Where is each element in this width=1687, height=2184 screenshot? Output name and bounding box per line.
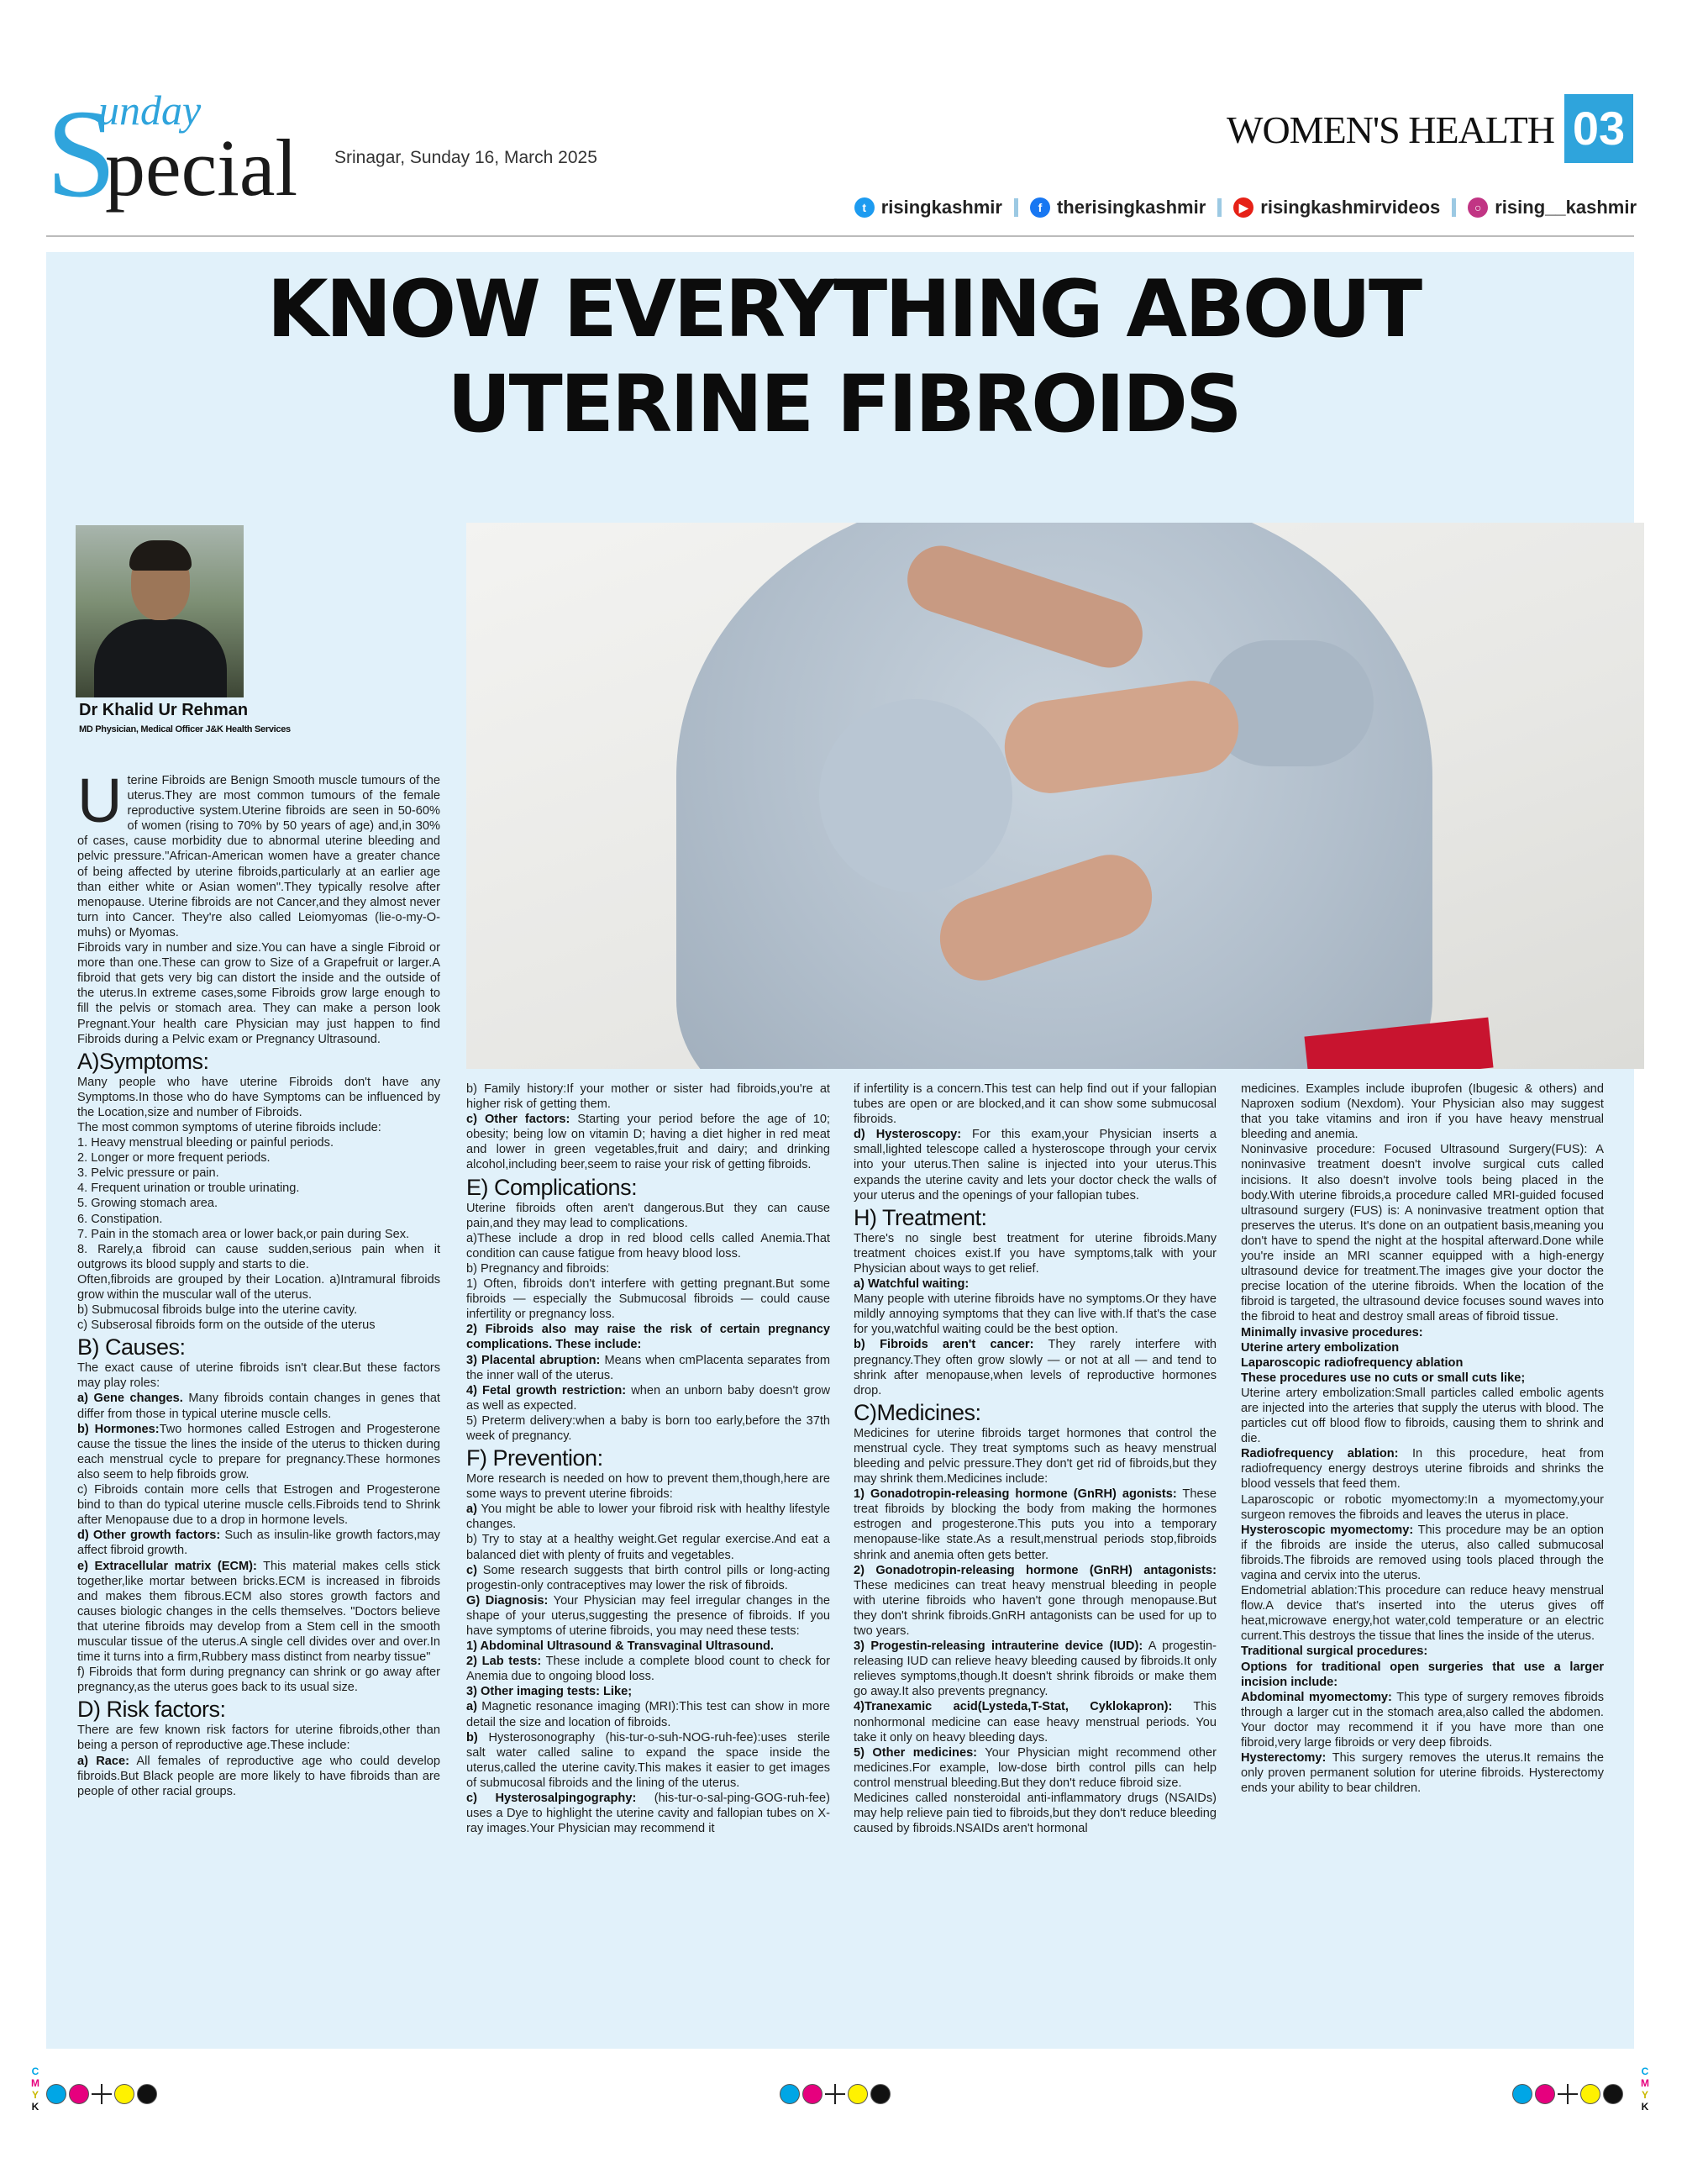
paragraph: b) Hormones:Two hormones called Estrogen and Progesterone cause the tissue the lines the inside of the uterus to thicken during each menstrual cycle to prepare for pregnancy.These hormones also seem to help fibroids grow. bbox=[77, 1422, 440, 1481]
list-item: 3. Pelvic pressure or pain. bbox=[77, 1166, 219, 1181]
list-item: 5. Growing stomach area. bbox=[77, 1197, 218, 1211]
black-swatch bbox=[1603, 2084, 1623, 2104]
paragraph: 3) Progestin-releasing intrauterine device (IUD): A progestin-releasing IUD can relieve heavy bleeding caused by fibroids.It only relieves symptoms,though.It doesn't shrink fibroids or make them go away.It also prevents pregnancy. bbox=[854, 1639, 1217, 1699]
black-swatch bbox=[137, 2084, 157, 2104]
causes-heading: B) Causes: bbox=[77, 1334, 186, 1360]
symptoms-heading: A)Symptoms: bbox=[77, 1048, 209, 1074]
list-item: 2. Longer or more frequent periods. bbox=[77, 1151, 271, 1166]
registration-marks-left bbox=[46, 2084, 157, 2104]
logo-word-sunday: unday bbox=[98, 87, 202, 134]
paragraph: medicines. Examples include ibuprofen (Ibugesic & others) and Naproxen sodium (Nexdom). Your Physician also may suggest that you take vitamins and iron if you have heavy menstrual bleeding and anemia. bbox=[1241, 1082, 1604, 1142]
paragraph: c) Subserosal fibroids form on the outside of the uterus bbox=[77, 1318, 376, 1333]
paragraph: 2) Gonadotropin-releasing hormone (GnRH) antagonists: These medicines can treat heavy menstrual bleeding in people with uterine fibroids who haven't gone through menopause.But they don't shrink fibroids.GnRH antagonists can be used for up to two years. bbox=[854, 1563, 1217, 1638]
paragraph: a)These include a drop in red blood cells called Anemia.That condition can cause fatigue from heavy blood loss. bbox=[466, 1231, 830, 1260]
list-item: 4. Frequent urination or trouble urinating. bbox=[77, 1181, 300, 1196]
cmyk-label-left: C M Y K bbox=[31, 2066, 39, 2113]
divider bbox=[1217, 198, 1222, 217]
paragraph: Medicines for uterine fibroids target hormones that control the menstrual cycle. They treat symptoms such as heavy menstrual bleeding and pelvic pressure.They don't get rid of fibroids,but they may shrink them.Medicines include: bbox=[854, 1426, 1217, 1487]
paragraph: Many people who have uterine Fibroids don't have any Symptoms.In those who do have Symptoms can be influenced by the Location,size and number of Fibroids. bbox=[77, 1075, 440, 1119]
paragraph: Laparoscopic or robotic myomectomy:In a myomectomy,your surgeon removes the fibroids and leaves the uterus in place. bbox=[1241, 1492, 1604, 1522]
magenta-swatch bbox=[69, 2084, 89, 2104]
headline-line-1: KNOW EVERYTHING ABOUT bbox=[266, 264, 1421, 355]
paragraph: Traditional surgical procedures: bbox=[1241, 1645, 1428, 1659]
twitter-handle: risingkashmir bbox=[880, 197, 1002, 218]
page-number: 03 bbox=[1564, 94, 1633, 163]
paragraph: 2) Lab tests: These include a complete blood count to check for Anemia due to ongoing blood loss. bbox=[466, 1655, 830, 1684]
logo-letter: S bbox=[46, 84, 117, 224]
intro-paragraph: Uterine Fibroids are Benign Smooth muscle tumours of the uterus.They are most common tumours of the female reproductive system.Uterine fibroids are seen in 50-60% of women (rising to 70% by 50 years of age) and,in 30% of cases, cause morbidity due to abnormal uterine bleeding and pelvic pressure."African-American women have a greater chance of being affected by uterine fibroids,particularly at an earlier age than either white or Asian women".They typically resolve after menopause. Uterine fibroids are not Cancer,and they almost never turn into Cancer. They're also called Leiomyomas (lie-o-my-O-muhs) or Myomas. bbox=[77, 766, 440, 939]
yellow-swatch bbox=[1580, 2084, 1600, 2104]
social-handles bbox=[854, 197, 1637, 218]
header-rule bbox=[46, 235, 1634, 237]
paragraph: 4)Tranexamic acid(Lysteda,T-Stat, Cyklokapron): This nonhormonal medicine can ease heavy menstrual periods. You take it only on heavy bleeding days. bbox=[854, 1700, 1217, 1745]
list-item: 7. Pain in the stomach area or lower back,or pain during Sex. bbox=[77, 1227, 410, 1241]
paragraph: d) Hysteroscopy: For this exam,your Physician inserts a small,lighted telescope called a hysteroscope through your cervix into your uterus.Then saline is injected into your uterus.This expands the uterine cavity and lets your doctor check the walls of your uterus and the openings of your fallopian tubes. bbox=[854, 1128, 1217, 1203]
paragraph: These procedures use no cuts or small cuts like; bbox=[1241, 1371, 1526, 1385]
paragraph: The exact cause of uterine fibroids isn't clear.But these factors may play roles: bbox=[77, 1361, 440, 1391]
paragraph: b) Fibroids aren't cancer: They rarely interfere with pregnancy.They often grow slowly — or not at all — and tend to shrink after menopause,when levels of reproductive hormones drop. bbox=[854, 1338, 1217, 1397]
logo-word-special: pecial bbox=[105, 123, 298, 213]
facebook-handle: therisingkashmir bbox=[1056, 197, 1206, 218]
divider bbox=[1452, 198, 1456, 217]
cmyk-label-right: C M Y K bbox=[1641, 2066, 1649, 2113]
youtube-icon: ▶ bbox=[1233, 197, 1253, 218]
paragraph: c) Fibroids contain more cells that Estrogen and Progesterone bind to than do typical uterine muscle cells.Fibroids tend to Shrink after Menopause due to a drop in hormone levels. bbox=[77, 1483, 440, 1528]
paragraph: Hysteroscopic myomectomy: This procedure may be an option if the fibroids are inside the uterus, also called submucosal fibroids.The fibroids are removed using tools placed through the vagina and cervix into the uterus. bbox=[1241, 1523, 1604, 1582]
column-3 bbox=[854, 1081, 1217, 1836]
paragraph: Uterine artery embolization bbox=[1241, 1340, 1400, 1355]
paragraph: The most common symptoms of uterine fibroids include: bbox=[77, 1120, 381, 1134]
paragraph: c) Some research suggests that birth control pills or long-acting progestin-only contraceptives may lower the risk of fibroids. bbox=[466, 1563, 830, 1592]
paragraph: Many people with uterine fibroids have no symptoms.Or they have mildly annoying symptoms that they can live with.If that's the case for you,watchful waiting could be the best option. bbox=[854, 1292, 1217, 1337]
registration-cross-icon bbox=[92, 2084, 112, 2104]
paragraph: e) Extracellular matrix (ECM): This material makes cells stick together,like mortar between bricks.ECM is increased in fibroids and makes them fibrous.ECM also stores growth factors and causes biologic changes in the cells themselves. "Doctors believe that uterine fibroids may develop from a Stem cell in the smooth muscular tissue of the uterus.A single cell divides over and over.In time it turns into a firm,Rubbery mass distinct from nearby tissue" bbox=[77, 1559, 440, 1665]
magenta-swatch bbox=[1535, 2084, 1555, 2104]
paragraph: a) Magnetic resonance imaging (MRI):This test can show in more detail the size and location of fibroids. bbox=[466, 1700, 830, 1729]
registration-marks-center bbox=[780, 2084, 891, 2104]
paragraph: Radiofrequency ablation: In this procedure, heat from radiofrequency energy destroys uterine fibroids and shrinks the blood vessels that feed them. bbox=[1241, 1447, 1605, 1492]
paragraph: 4) Fetal growth restriction: when an unborn baby doesn't grow as well as expected. bbox=[466, 1383, 830, 1413]
paragraph: Uterine artery embolization:Small particles called embolic agents are injected into the arteries that supply the uterus with blood. The particles cut off blood flow to fibroids, causing them to shrink and die. bbox=[1241, 1386, 1604, 1446]
paragraph: 3) Placental abruption: Means when cmPlacenta separates from the inner wall of the uterus. bbox=[466, 1353, 830, 1382]
paragraph: Minimally invasive procedures: bbox=[1241, 1325, 1423, 1339]
masthead-logo bbox=[46, 84, 382, 224]
paragraph: Endometrial ablation:This procedure can reduce heavy menstrual flow.A device that's inserted into the uterus gives off heat,microwave energy,hot water,cold temperature or an electric current.This destroys the tissue that lines the inside of the uterus. bbox=[1241, 1584, 1604, 1644]
divider bbox=[1014, 198, 1018, 217]
registration-cross-icon bbox=[1558, 2084, 1578, 2104]
youtube-handle: risingkashmirvideos bbox=[1260, 197, 1441, 218]
paragraph: if infertility is a concern.This test can help find out if your fallopian tubes are open or are blocked,and it can show some submucosal fibroids. bbox=[854, 1082, 1217, 1127]
column-4 bbox=[1241, 1081, 1604, 1796]
facebook-icon: f bbox=[1030, 197, 1050, 218]
instagram-icon: ○ bbox=[1468, 197, 1488, 218]
paragraph: f) Fibroids that form during pregnancy can shrink or go away after pregnancy,as the uterus goes back to its usual size. bbox=[77, 1666, 440, 1695]
paragraph: There are few known risk factors for uterine fibroids,other than being a person of reproductive age.These include: bbox=[77, 1724, 440, 1753]
paragraph: More research is needed on how to prevent them,though,here are some ways to prevent uterine fibroids: bbox=[466, 1472, 830, 1502]
treatment-heading: H) Treatment: bbox=[854, 1204, 987, 1230]
paragraph: Noninvasive procedure: Focused Ultrasound Surgery(FUS): A noninvasive treatment doesn't involve surgical cuts called incisions. It also doesn't involve tools being placed in the body.With uterine fibroids,a procedure called MRI-guided focused ultrasound surgery (FUS) is: A noninvasive treatment option that preserves the uterus. It's done on an outpatient basis,meaning you don't have to spend the night at the hospital afterward.Done while you're inside an MRI scanner equipped with a high-energy ultrasound device for treatment.The images give your doctor the precise location of the uterine fibroids. When the location of the fibroid is targeted, the ultrasound device focuses sound waves into the fibroid to heat and destroy small areas of fibroid tissue. bbox=[1241, 1143, 1604, 1324]
registration-marks-right bbox=[1512, 2084, 1623, 2104]
risk-heading: D) Risk factors: bbox=[77, 1697, 226, 1723]
paragraph: Options for traditional open surgeries that use a larger incision include: bbox=[1241, 1660, 1604, 1689]
paragraph: Laparoscopic radiofrequency ablation bbox=[1241, 1355, 1464, 1370]
registration-cross-icon bbox=[825, 2084, 845, 2104]
paragraph: 1) Gonadotropin-releasing hormone (GnRH) agonists: These treat fibroids by blocking the body from making the hormones estrogen and progesterone.This puts you into a temporary menopause-like state.As a result,menstrual periods stop,fibroids shrink and anemia often gets better. bbox=[854, 1487, 1217, 1562]
paragraph: b) Family history:If your mother or sister had fibroids,you're at higher risk of getting them. bbox=[466, 1082, 830, 1112]
paragraph: 3) Other imaging tests: Like; bbox=[466, 1685, 633, 1699]
paragraph: b) Pregnancy and fibroids: bbox=[466, 1261, 610, 1276]
paragraph: Uterine fibroids often aren't dangerous.But they can cause pain,and they may lead to complications. bbox=[466, 1201, 830, 1230]
author-name: Dr Khalid Ur Rehman bbox=[79, 701, 249, 719]
paragraph: a) Watchful waiting: bbox=[854, 1277, 970, 1292]
paragraph: a) Race: All females of reproductive age who could develop fibroids.But Black people are more likely to have fibroids than are people of other racial groups. bbox=[77, 1754, 440, 1798]
cyan-swatch bbox=[46, 2084, 66, 2104]
paragraph: G) Diagnosis: Your Physician may feel irregular changes in the shape of your uterus,suggesting the presence of fibroids. If you have symptoms of uterine fibroids, you may need these tests: bbox=[466, 1593, 830, 1638]
yellow-swatch bbox=[848, 2084, 868, 2104]
paragraph: b) Hysterosonography (his-tur-o-suh-NOG-ruh-fee):uses sterile salt water called saline to expand the space inside the uterus,called the uterine cavity.This makes it easier to get images of submucosal fibroids and the lining of the uterus. bbox=[466, 1730, 830, 1790]
magenta-swatch bbox=[802, 2084, 822, 2104]
author-role: MD Physician, Medical Officer J&K Health Services bbox=[79, 724, 291, 734]
paragraph: 1) Abdominal Ultrasound & Transvaginal Ultrasound. bbox=[466, 1639, 774, 1654]
paragraph: d) Other growth factors: Such as insulin-like growth factors,may affect fibroid growth. bbox=[77, 1529, 440, 1558]
list-item: 1. Heavy menstrual bleeding or painful periods. bbox=[77, 1136, 334, 1150]
paragraph: a) Gene changes. Many fibroids contain changes in genes that differ from those in typical uterine muscle cells. bbox=[77, 1392, 440, 1421]
prevention-heading: F) Prevention: bbox=[466, 1445, 603, 1471]
paragraph: a) You might be able to lower your fibroid risk with healthy lifestyle changes. bbox=[466, 1502, 830, 1532]
twitter-icon: t bbox=[854, 197, 875, 218]
drop-cap: U bbox=[77, 766, 123, 835]
paragraph: 5) Other medicines: Your Physician might recommend other medicines.For example, low-dose birth control pills can help control menstrual bleeding.But they don't reduce fibroid size. bbox=[854, 1745, 1217, 1790]
headline-line-2: UTERINE FIBROIDS bbox=[447, 359, 1240, 450]
paragraph: 5) Preterm delivery:when a baby is born too early,before the 37th week of pregnancy. bbox=[466, 1413, 830, 1443]
complications-heading: E) Complications: bbox=[466, 1174, 638, 1200]
paragraph: b) Try to stay at a healthy weight.Get regular exercise.And eat a balanced diet with plenty of fruits and vegetables. bbox=[466, 1533, 830, 1562]
column-2 bbox=[466, 1081, 830, 1836]
list-item: 8. Rarely,a fibroid can cause sudden,serious pain when it outgrows its blood supply and starts to die. bbox=[77, 1242, 440, 1271]
yellow-swatch bbox=[114, 2084, 134, 2104]
paragraph: Medicines called nonsteroidal anti-inflammatory drugs (NSAIDs) may help relieve pain tied to fibroids,but they don't reduce bleeding caused by fibroids.NSAIDs aren't hormonal bbox=[854, 1792, 1217, 1836]
cyan-swatch bbox=[1512, 2084, 1532, 2104]
cyan-swatch bbox=[780, 2084, 800, 2104]
black-swatch bbox=[870, 2084, 891, 2104]
hero-image bbox=[466, 523, 1644, 1069]
author-photo bbox=[76, 525, 244, 697]
column-1 bbox=[77, 766, 440, 1799]
paragraph: b) Submucosal fibroids bulge into the uterine cavity. bbox=[77, 1303, 358, 1318]
paragraph: c) Hysterosalpingography: (his-tur-o-sal-ping-GOG-ruh-fee) uses a Dye to highlight the uterine cavity and fallopian tubes on X-ray images.Your Physician may recommend it bbox=[466, 1792, 831, 1836]
paragraph: Abdominal myomectomy: This type of surgery removes fibroids through a larger cut in the stomach area,also called the abdomen. Your doctor may recommend it if you have more than one fibroid,very large fibroids or very deep fibroids. bbox=[1241, 1690, 1604, 1750]
list-item: 6. Constipation. bbox=[77, 1212, 163, 1226]
paragraph: Often,fibroids are grouped by their Location. a)Intramural fibroids grow within the muscular wall of the uterus. bbox=[77, 1272, 440, 1302]
instagram-handle: rising__kashmir bbox=[1495, 197, 1637, 218]
paragraph: There's no single best treatment for uterine fibroids.Many treatment choices exist.If you have symptoms,talk with your Physician about ways to get relief. bbox=[854, 1231, 1217, 1276]
medicines-heading: C)Medicines: bbox=[854, 1399, 981, 1425]
paragraph: Hysterectomy: This surgery removes the uterus.It remains the only proven permanent solution for uterine fibroids. Hysterectomy ends your ability to bear children. bbox=[1241, 1751, 1604, 1796]
section-title: WOMEN'S HEALTH bbox=[1227, 108, 1554, 151]
headline bbox=[0, 262, 1687, 452]
issue-date: Srinagar, Sunday 16, March 2025 bbox=[334, 148, 597, 167]
paragraph: 2) Fibroids also may raise the risk of certain pregnancy complications. These include: bbox=[466, 1323, 830, 1352]
intro-paragraph-2: Fibroids vary in number and size.You can have a single Fibroid or more than one.These can grow to Size of a Grapefruit or larger.A fibroid that gets very big can distort the inside and the outside of the uterus.In extreme cases,some Fibroids grow large enough to fill the pelvis or stomach area. They can make a person look Pregnant.Your health care Physician may just happen to find Fibroids during a Pelvic exam or Pregnancy Ultrasound. bbox=[77, 941, 440, 1046]
paragraph: c) Other factors: Starting your period before the age of 10; obesity; being low on vitamin D; having a diet higher in red meat and lower in green vegetables,fruit and dairy; and drinking alcohol,including beer,seem to raise your risk of getting fibroids. bbox=[466, 1113, 830, 1172]
paragraph: 1) Often, fibroids don't interfere with getting pregnant.But some fibroids — especially the Submucosal fibroids — could cause infertility or pregnancy loss. bbox=[466, 1277, 830, 1322]
